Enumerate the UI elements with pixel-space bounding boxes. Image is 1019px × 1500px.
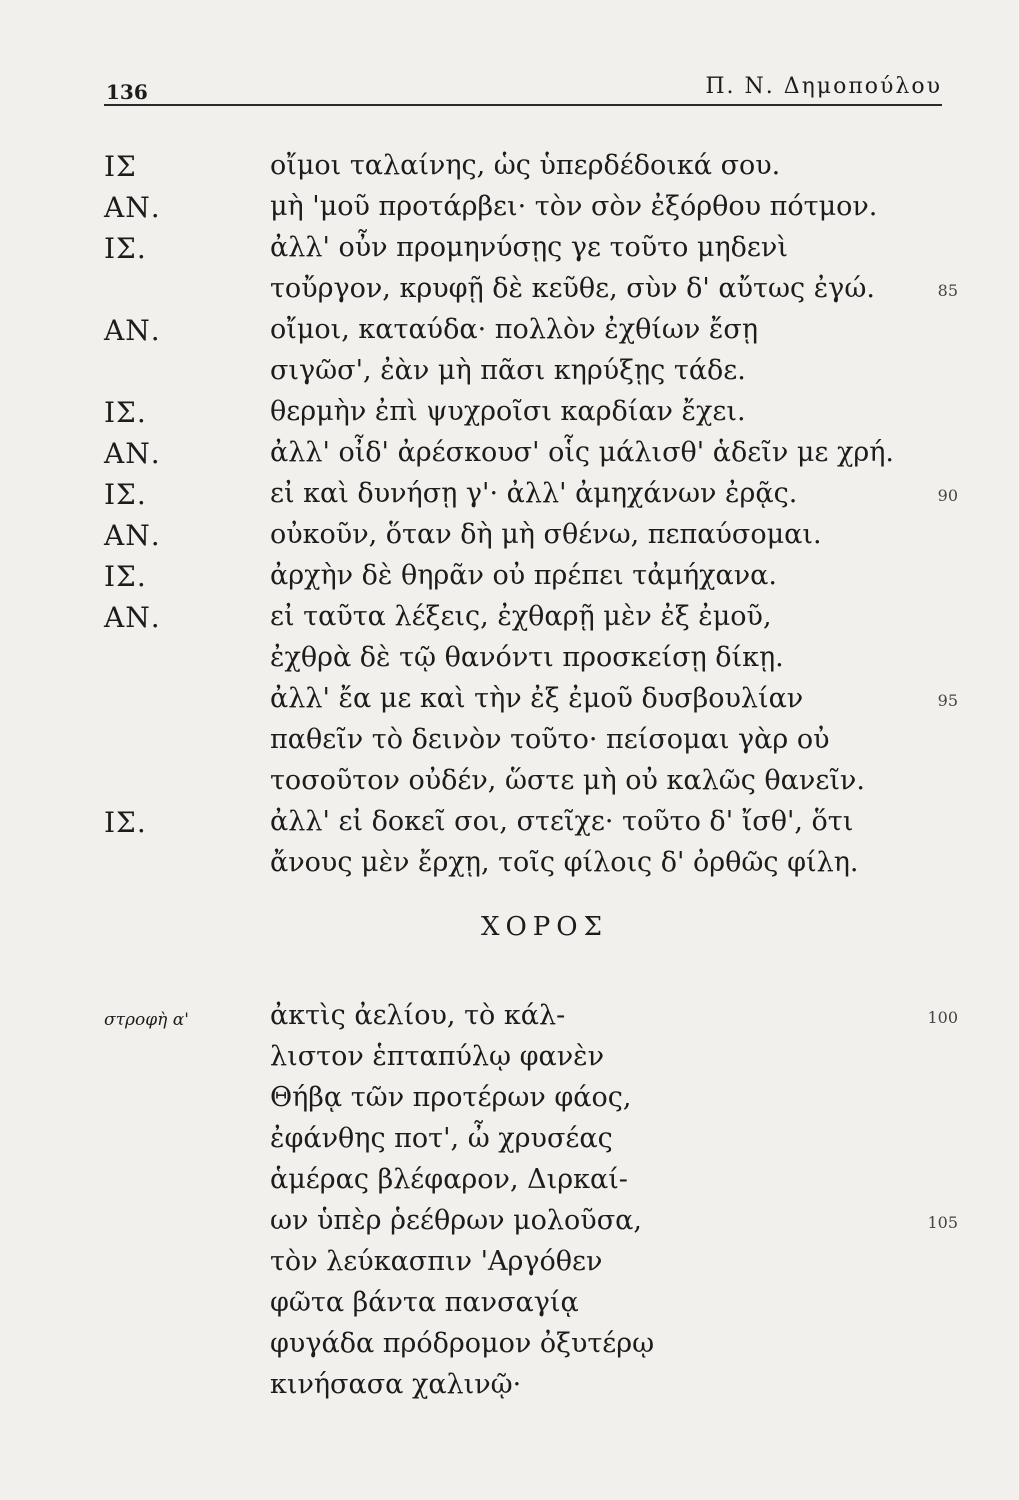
verse-text: οἴμοι, καταύδα· πολλὸν ἐχθίων ἔσῃ — [270, 314, 759, 345]
speaker-label: ΑΝ. — [104, 314, 161, 347]
chorus-heading: ΧΟΡΟΣ — [480, 912, 609, 942]
verse-text: ἀκτὶς ἀελίου, τὸ κάλ- — [270, 1000, 566, 1031]
dialogue-line — [0, 601, 1019, 641]
verse-text: οὐκοῦν, ὅταν δὴ μὴ σθένω, πεπαύσομαι. — [270, 519, 822, 550]
chorus-line — [0, 1082, 1019, 1122]
page-number: 136 — [106, 80, 148, 104]
verse-text: Θήβᾳ τῶν προτέρων φάος, — [270, 1082, 632, 1113]
chorus-line — [0, 1123, 1019, 1163]
speaker-label: ΙΣ — [104, 150, 137, 183]
dialogue-line — [0, 519, 1019, 559]
dialogue-line — [0, 847, 1019, 887]
dialogue-line — [0, 355, 1019, 395]
line-number: 90 — [937, 486, 958, 505]
speaker-label: ΙΣ. — [104, 232, 147, 265]
verse-text: φυγάδα πρόδρομον ὀξυτέρῳ — [270, 1328, 655, 1359]
dialogue-line — [0, 437, 1019, 477]
dialogue-line — [0, 314, 1019, 354]
verse-text: τοσοῦτον οὐδέν, ὥστε μὴ οὐ καλῶς θανεῖν. — [270, 765, 865, 796]
dialogue-line — [0, 150, 1019, 190]
chorus-line — [0, 1205, 1019, 1245]
dialogue-line — [0, 683, 1019, 723]
dialogue-line — [0, 396, 1019, 436]
running-head: Π. Ν. Δημοπούλου — [705, 74, 942, 99]
line-number: 85 — [937, 281, 958, 300]
verse-text: τὸν λεύκασπιν 'Αργόθεν — [270, 1246, 603, 1277]
speaker-label: ΑΝ. — [104, 191, 161, 224]
speaker-label: ΑΝ. — [104, 601, 161, 634]
verse-text: ἀλλ' εἰ δοκεῖ σοι, στεῖχε· τοῦτο δ' ἴσθ', ὅτι — [270, 806, 854, 837]
speaker-label: ΙΣ. — [104, 478, 147, 511]
verse-text: εἰ καὶ δυνήσῃ γ'· ἀλλ' ἀμηχάνων ἐρᾷς. — [270, 478, 798, 509]
dialogue-line — [0, 478, 1019, 518]
chorus-line — [0, 1000, 1019, 1040]
chorus-line — [0, 1369, 1019, 1409]
line-number: 100 — [927, 1008, 958, 1027]
dialogue-line — [0, 765, 1019, 805]
verse-text: ων ὑπὲρ ῥεέθρων μολοῦσα, — [270, 1205, 642, 1236]
chorus-line — [0, 1041, 1019, 1081]
verse-text: σιγῶσ', ἐὰν μὴ πᾶσι κηρύξῃς τάδε. — [270, 355, 746, 386]
speaker-label: ΑΝ. — [104, 437, 161, 470]
verse-text: ἀλλ' οὖν προμηνύσῃς γε τοῦτο μηδενὶ — [270, 232, 788, 263]
strophe-label: στροφὴ α' — [104, 1010, 189, 1030]
chorus-line — [0, 1328, 1019, 1368]
dialogue-line — [0, 806, 1019, 846]
verse-text: ἀρχὴν δὲ θηρᾶν οὐ πρέπει τἀμήχανα. — [270, 560, 777, 591]
chorus-line — [0, 1246, 1019, 1286]
verse-text: θερμὴν ἐπὶ ψυχροῖσι καρδίαν ἔχει. — [270, 396, 746, 427]
verse-text: ἐφάνθης ποτ', ὦ χρυσέας — [270, 1123, 613, 1154]
dialogue-line — [0, 232, 1019, 272]
line-number: 95 — [937, 691, 958, 710]
page-header — [104, 64, 942, 106]
verse-text: ἐχθρὰ δὲ τῷ θανόντι προσκείσῃ δίκῃ. — [270, 642, 784, 673]
verse-text: κινήσασα χαλινῷ· — [270, 1369, 522, 1400]
verse-text: ἀλλ' οἶδ' ἀρέσκουσ' οἷς μάλισθ' ἁδεῖν με χρή. — [270, 437, 894, 468]
verse-text: τοὔργον, κρυφῇ δὲ κεῦθε, σὺν δ' αὔτως ἐγώ. — [270, 273, 875, 304]
verse-text: εἰ ταῦτα λέξεις, ἐχθαρῇ μὲν ἐξ ἐμοῦ, — [270, 601, 772, 632]
line-number: 105 — [927, 1213, 958, 1232]
dialogue-line — [0, 273, 1019, 313]
speaker-label: ΙΣ. — [104, 806, 147, 839]
verse-text: μὴ 'μοῦ προτάρβει· τὸν σὸν ἐξόρθου πότμον. — [270, 191, 878, 222]
speaker-label: ΙΣ. — [104, 560, 147, 593]
verse-text: λιστον ἑπταπύλῳ φανὲν — [270, 1041, 605, 1072]
dialogue-line — [0, 191, 1019, 231]
dialogue-line — [0, 642, 1019, 682]
speaker-label: ΑΝ. — [104, 519, 161, 552]
dialogue-line — [0, 724, 1019, 764]
verse-text: ἁμέρας βλέφαρον, Διρκαί- — [270, 1164, 628, 1195]
dialogue-line — [0, 560, 1019, 600]
verse-text: ἄνους μὲν ἔρχῃ, τοῖς φίλοις δ' ὀρθῶς φίλη. — [270, 847, 859, 878]
verse-text: παθεῖν τὸ δεινὸν τοῦτο· πείσομαι γὰρ οὐ — [270, 724, 830, 755]
verse-text: φῶτα βάντα πανσαγίᾳ — [270, 1287, 579, 1318]
chorus-line — [0, 1287, 1019, 1327]
verse-text: οἴμοι ταλαίνης, ὡς ὑπερδέδοικά σου. — [270, 150, 781, 181]
speaker-label: ΙΣ. — [104, 396, 147, 429]
chorus-line — [0, 1164, 1019, 1204]
verse-text: ἀλλ' ἔα με καὶ τὴν ἐξ ἐμοῦ δυσβουλίαν — [270, 683, 804, 714]
